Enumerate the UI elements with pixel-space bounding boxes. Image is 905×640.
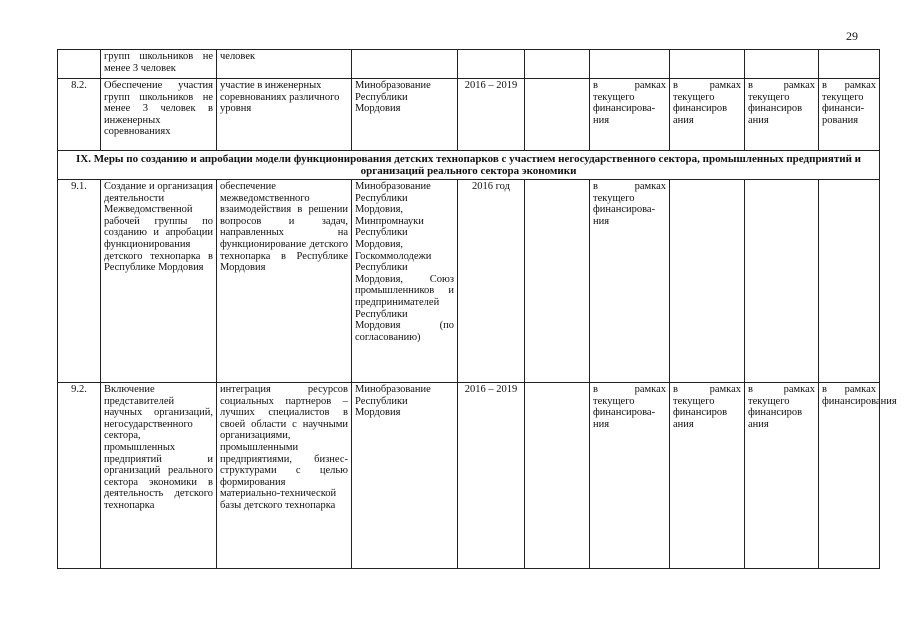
- result-cell: интеграция ресурсов социальных партнеров – лучших специалистов в своей области с научными организациями, промышленными предприятиями, бизнес-структурами с целью формирования материально-технической базы детского технопарка: [217, 383, 352, 569]
- funding-cell: в рамках финансирования: [819, 383, 880, 569]
- measure-name-cell: Включение представителей научных организаций, негосударственного сектора, промышленных предприятий и организаций реального сектора экономики в деятельность детского технопарка: [101, 383, 217, 569]
- funding-cell: в рамках текущего финансиров ания: [745, 383, 819, 569]
- result-cell: обеспечение межведомственного взаимодействия в решении вопросов и задач, направленных на функционирование детского технопарка в Республике Мордовия: [217, 180, 352, 383]
- term-cell: 2016 год: [458, 180, 525, 383]
- term-cell: 2016 – 2019: [458, 383, 525, 569]
- executor-cell: Минобразование Республики Мордовия, Минпромнауки Республики Мордовия, Госкоммолодежи Республики Мордовия, Союз промышленников и предпринимателей Республики Мордовия (по согласованию): [352, 180, 458, 383]
- result-cell: участие в инженерных соревнованиях различного уровня: [217, 79, 352, 151]
- executor-cell: Минобразование Республики Мордовия: [352, 79, 458, 151]
- measure-name-cell: Создание и организация деятельности Межведомственной рабочей группы по созданию и апробации функционирования детского технопарка в Республике Мордовия: [101, 180, 217, 383]
- funding-cell: в рамках текущего финансирова-ния: [590, 383, 670, 569]
- funding-cell: в рамках текущего финансиров ания: [670, 383, 745, 569]
- funding-cell: в рамках текущего финансирова-ния: [590, 180, 670, 383]
- row-number: 9.2.: [58, 383, 101, 569]
- table-row: [58, 180, 880, 383]
- measures-table: [57, 49, 897, 569]
- funding-cell: в рамках текущего финансирова-ния: [590, 79, 670, 151]
- row-number: 8.2.: [58, 79, 101, 151]
- section-header-row: [58, 151, 880, 180]
- section-title: IX. Меры по созданию и апробации модели функционирования детских технопарков с участием негосударственного сектора, промышленных предприятий и организаций реального сектора экономики: [58, 151, 880, 180]
- page-number: 29: [846, 29, 858, 43]
- measure-name-cell: групп школьников не менее 3 человек: [101, 50, 217, 79]
- table-row: [58, 50, 880, 79]
- result-cell: человек: [217, 50, 352, 79]
- term-cell: 2016 – 2019: [458, 79, 525, 151]
- funding-cell: в рамках текущего финансиров ания: [745, 79, 819, 151]
- funding-cell: в рамках текущего финансиров ания: [670, 79, 745, 151]
- row-number: 9.1.: [58, 180, 101, 383]
- executor-cell: Минобразование Республики Мордовия: [352, 383, 458, 569]
- table-row: [58, 79, 880, 151]
- table-row: [58, 383, 880, 569]
- funding-cell: в рамках текущего финанси-рования: [819, 79, 880, 151]
- measure-name-cell: Обеспечение участия групп школьников не менее 3 человек в инженерных соревнованиях: [101, 79, 217, 151]
